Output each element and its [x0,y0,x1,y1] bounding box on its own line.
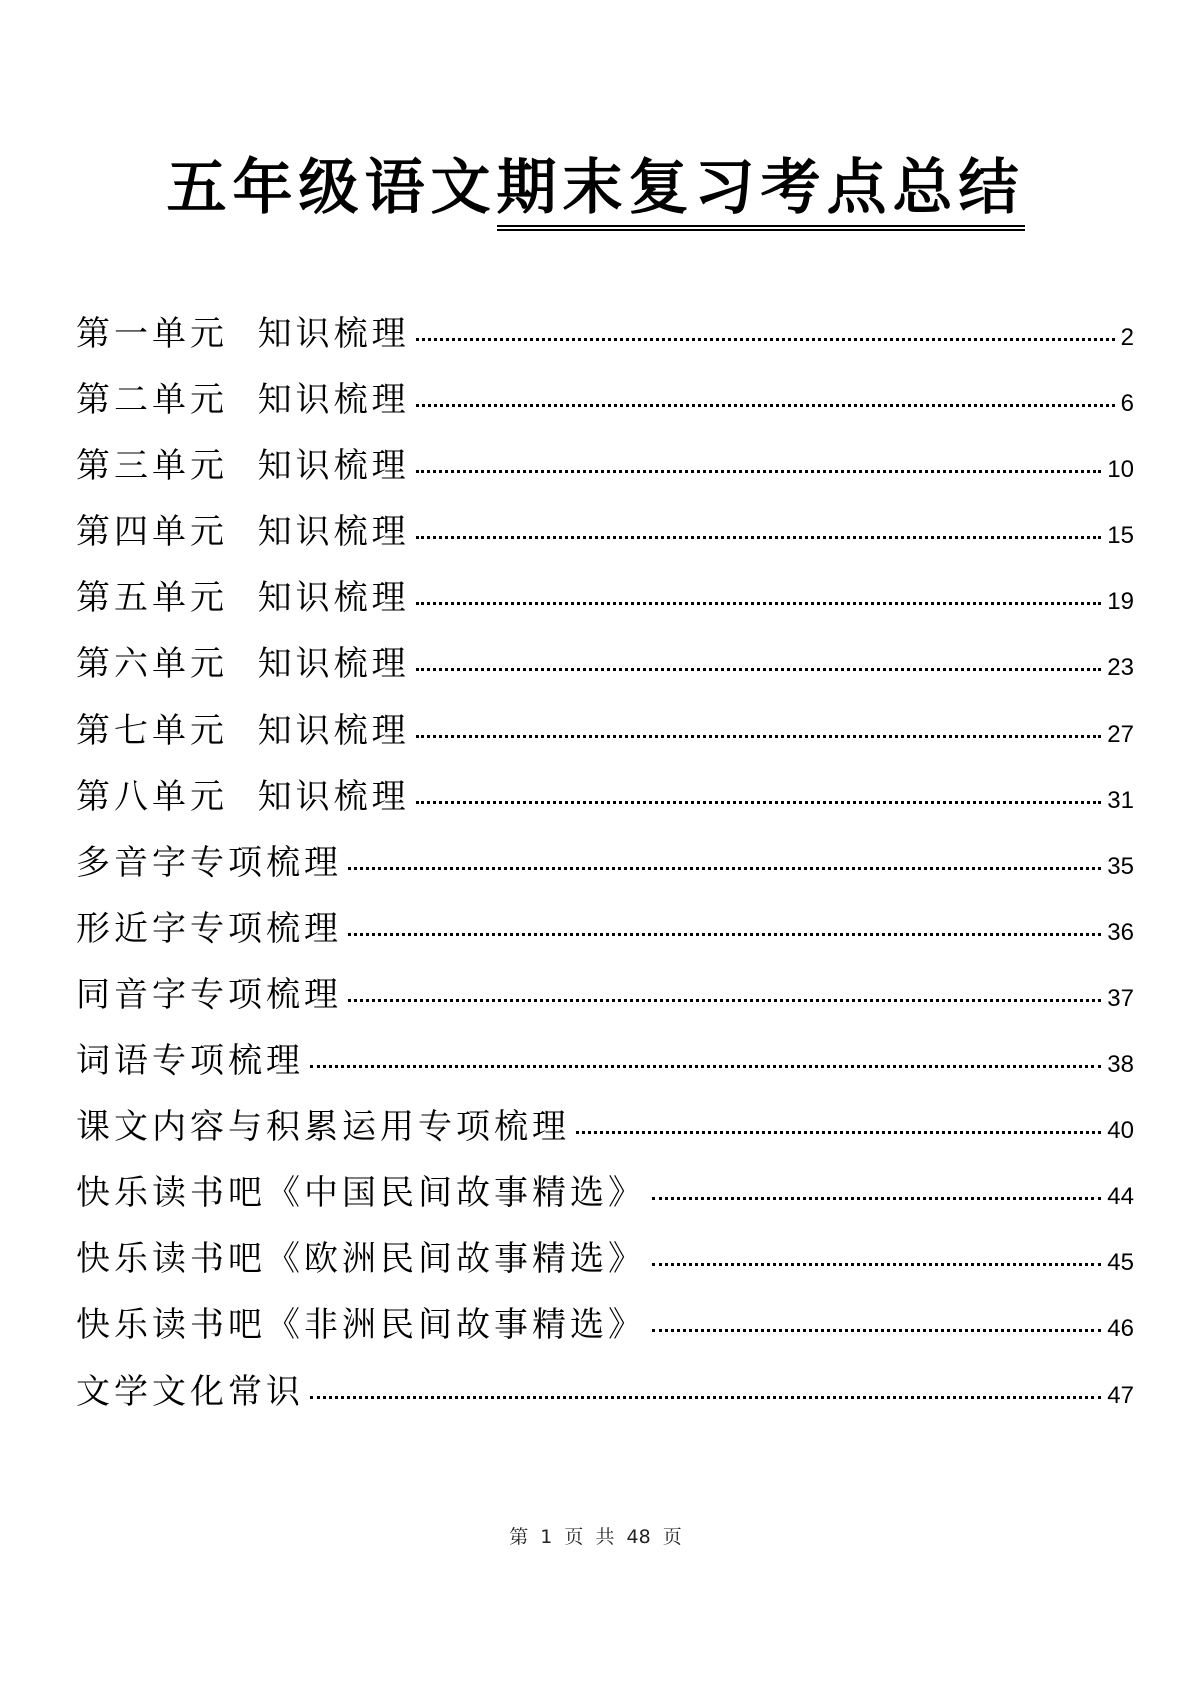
toc-entry-label: 第四单元 知识梳理 [76,512,410,553]
toc-entry[interactable] [76,1297,1134,1363]
toc-entry[interactable] [76,835,1134,901]
toc-entry[interactable] [76,1364,1134,1430]
toc-entry-label: 第三单元 知识梳理 [76,446,410,487]
toc-entry-page: 44 [1107,1183,1134,1211]
toc-entry-label: 形近字专项梳理 [76,908,342,949]
toc-entry-page: 40 [1107,1117,1134,1145]
toc-entry-label: 文学文化常识 [76,1371,304,1412]
toc-entry[interactable] [76,703,1134,769]
dot-leader [416,536,1102,539]
dot-leader [576,1131,1101,1134]
dot-leader [416,735,1102,738]
toc-entry-label: 第五单元 知识梳理 [76,578,410,619]
title-part-1: 五年级语文 [166,153,497,223]
toc-entry[interactable] [76,504,1134,570]
toc-entry-page: 10 [1107,456,1134,484]
toc-entry-page: 45 [1107,1249,1134,1277]
toc-entry-label: 快乐读书吧《欧洲民间故事精选》 [76,1239,646,1280]
toc-entry-label: 快乐读书吧《中国民间故事精选》 [76,1173,646,1214]
toc-entry[interactable] [76,1231,1134,1297]
toc-entry[interactable] [76,1165,1134,1231]
dot-leader [348,867,1101,870]
dot-leader [348,999,1101,1002]
dot-leader [416,470,1102,473]
toc-entry-page: 31 [1107,786,1134,814]
toc-entry-label: 课文内容与积累运用专项梳理 [76,1107,570,1148]
toc-entry-page: 15 [1107,522,1134,550]
toc-entry-page: 27 [1107,720,1134,748]
toc-entry[interactable] [76,636,1134,702]
toc-entry-page: 35 [1107,852,1134,880]
toc-entry-page: 46 [1107,1315,1134,1343]
dot-leader [416,801,1102,804]
toc-entry-page: 2 [1120,324,1134,351]
toc-entry-label: 快乐读书吧《非洲民间故事精选》 [76,1305,646,1346]
dot-leader [416,338,1115,341]
toc-entry[interactable] [76,769,1134,835]
toc-entry-label: 第二单元 知识梳理 [76,380,410,421]
toc-entry-page: 6 [1120,390,1134,418]
table-of-contents [76,306,1134,1430]
title-part-2-underlined: 期末复习考点总结 [497,153,1025,231]
toc-entry-page: 37 [1107,984,1134,1012]
toc-entry-label: 第一单元 知识梳理 [76,314,410,354]
dot-leader [416,602,1102,605]
dot-leader [652,1329,1101,1332]
toc-entry-label: 多音字专项梳理 [76,842,342,883]
toc-entry-label: 第八单元 知识梳理 [76,776,410,817]
toc-entry-label: 同音字专项梳理 [76,974,342,1015]
toc-entry[interactable] [76,306,1134,372]
dot-leader [348,933,1101,936]
toc-entry-page: 36 [1107,918,1134,946]
document-title [0,140,1191,226]
toc-entry[interactable] [76,967,1134,1033]
toc-entry[interactable] [76,1099,1134,1165]
page-footer: 第 1 页 共 48 页 [509,1526,682,1548]
dot-leader [416,404,1115,407]
dot-leader [416,668,1102,671]
toc-entry[interactable] [76,570,1134,636]
toc-entry-page: 23 [1107,654,1134,682]
toc-entry[interactable] [76,901,1134,967]
toc-entry[interactable] [76,372,1134,438]
toc-entry-page: 38 [1107,1051,1134,1079]
dot-leader [310,1065,1101,1068]
toc-entry-label: 词语专项梳理 [76,1041,304,1082]
dot-leader [652,1263,1101,1266]
toc-entry[interactable] [76,438,1134,504]
dot-leader [652,1197,1101,1200]
toc-entry-page: 47 [1107,1381,1134,1409]
dot-leader [310,1396,1101,1399]
toc-entry-page: 19 [1107,588,1134,616]
toc-entry-label: 第六单元 知识梳理 [76,644,410,685]
toc-entry[interactable] [76,1033,1134,1099]
toc-entry-label: 第七单元 知识梳理 [76,710,410,751]
